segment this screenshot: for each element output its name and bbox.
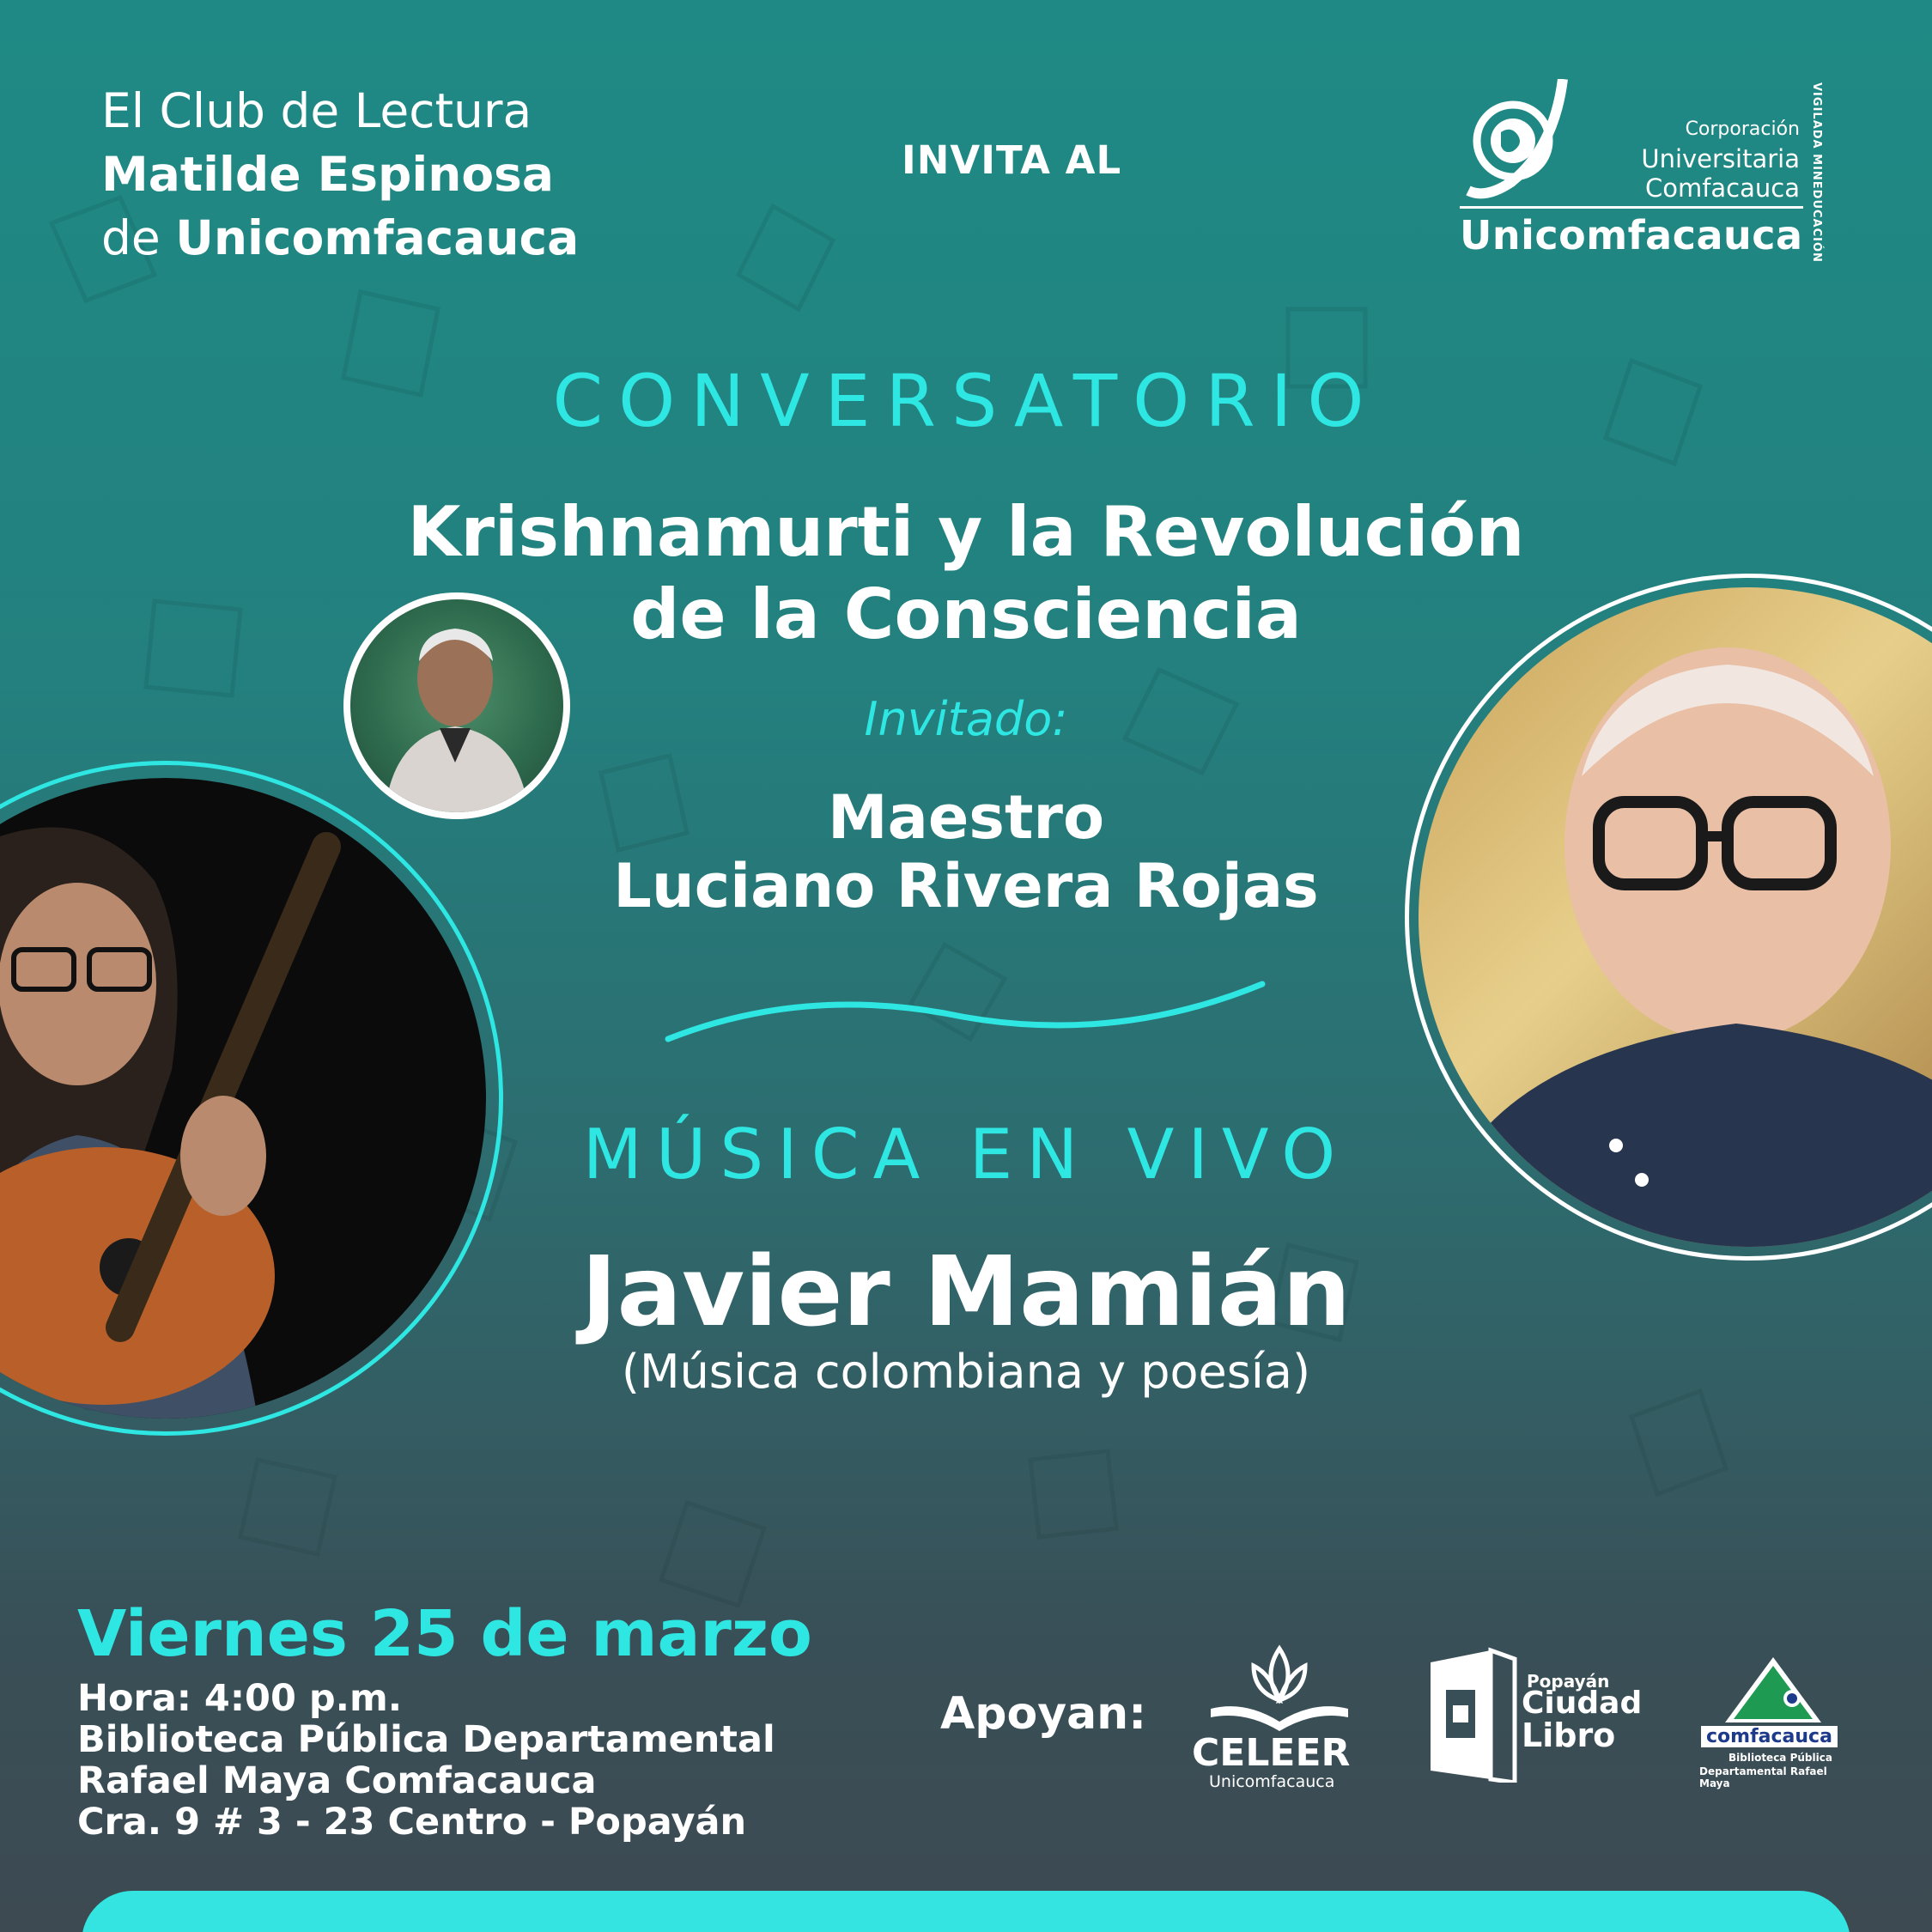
celeer-sub: Unicomfacauca — [1209, 1772, 1335, 1791]
lotus-book-icon — [1194, 1640, 1365, 1735]
comfacauca-logo — [1696, 1654, 1850, 1789]
event-details — [77, 1678, 775, 1843]
krishnamurti-photo — [350, 599, 563, 812]
event-title-line-1: Krishnamurti y la Revolución — [407, 492, 1525, 572]
club-line-3 — [101, 206, 579, 270]
ciudad-libro-logo — [1425, 1645, 1643, 1783]
bottom-accent-bar — [82, 1891, 1850, 1932]
live-music-label: MÚSICA EN VIVO — [582, 1115, 1350, 1194]
event-venue-line-1: Biblioteca Pública Departamental — [77, 1718, 775, 1761]
logo-line-3: Comfacauca — [1644, 173, 1800, 203]
sponsors-label: Apoyan: — [940, 1688, 1146, 1740]
event-time: Hora: 4:00 p.m. — [77, 1677, 403, 1720]
logo-name: Unicomfacauca — [1460, 206, 1803, 258]
event-type: CONVERSATORIO — [552, 359, 1380, 443]
event-venue-line-2: Rafael Maya Comfacauca — [77, 1759, 597, 1802]
guest-line-1: Maestro — [827, 782, 1105, 853]
portrait-elder-icon — [350, 599, 563, 812]
reading-club-heading — [101, 79, 579, 270]
club-line-3-prefix: de — [101, 210, 176, 265]
artist-name: Javier Mamián — [580, 1236, 1352, 1348]
vigilada-label: VIGILADA MINEDUCACIÓN — [1810, 82, 1823, 263]
club-line-1: El Club de Lectura — [101, 83, 532, 138]
celeer-name: CELEER — [1192, 1731, 1351, 1775]
globe-swoosh-icon — [1460, 79, 1589, 199]
comfacauca-sub-1: Biblioteca Pública — [1728, 1752, 1832, 1764]
wave-divider — [661, 979, 1271, 1056]
guest-line-2: Luciano Rivera Rojas — [613, 851, 1319, 921]
ciudad-libro-line-2: Ciudad — [1522, 1686, 1643, 1721]
ciudad-libro-line-1: Popayán — [1527, 1671, 1610, 1692]
logo-line-1: Corporación — [1685, 118, 1800, 140]
event-date: Viernes 25 de marzo — [77, 1597, 812, 1671]
club-line-2: Matilde Espinosa — [101, 147, 554, 202]
logo-line-2: Universitaria — [1641, 144, 1800, 173]
guest-label: Invitado: — [864, 692, 1068, 746]
comfacauca-triangle-icon — [1722, 1654, 1825, 1726]
club-line-3-bold: Unicomfacauca — [175, 210, 580, 265]
invite-text: INVITA AL — [902, 137, 1122, 183]
comfacauca-name: comfacauca — [1701, 1726, 1838, 1747]
unicomfacauca-logo — [1460, 79, 1820, 259]
artist-genre: (Música colombiana y poesía) — [621, 1345, 1311, 1399]
comfacauca-sub-2: Departamental Rafael Maya — [1699, 1765, 1827, 1789]
celeer-logo — [1185, 1640, 1374, 1790]
logo-text-block — [1594, 115, 1800, 203]
event-address: Cra. 9 # 3 - 23 Centro - Popayán — [77, 1801, 747, 1844]
event-title-line-2: de la Consciencia — [630, 574, 1302, 654]
book-building-icon — [1425, 1645, 1520, 1783]
ciudad-libro-line-3: Libro — [1522, 1716, 1616, 1754]
